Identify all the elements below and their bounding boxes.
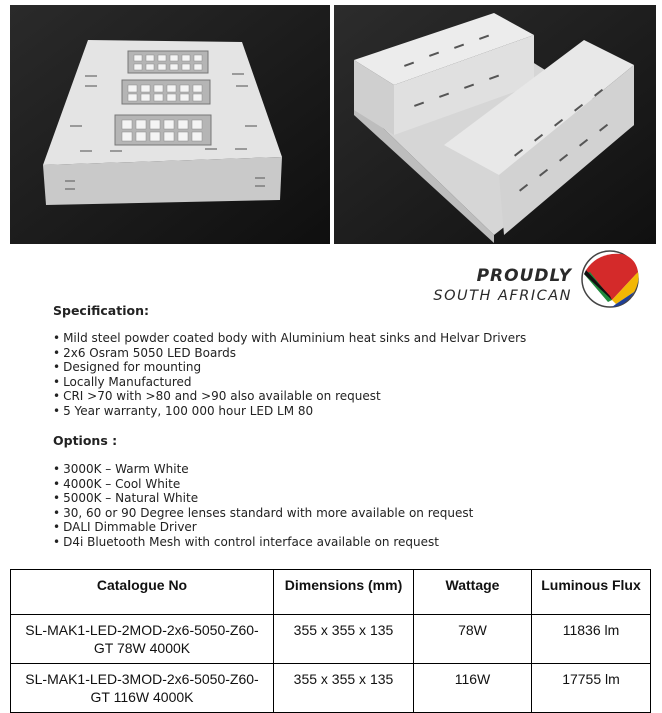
cell-wattage: 116W: [414, 664, 532, 713]
list-item: • 4000K – Cool White: [53, 477, 473, 492]
product-photo-front: [10, 5, 330, 244]
luminaire-front-illustration: [10, 5, 330, 244]
column-header-wattage: Wattage: [414, 570, 532, 615]
list-item: • Mild steel powder coated body with Aluminium heat sinks and Helvar Drivers: [53, 331, 526, 346]
options-heading: Options :: [53, 433, 118, 448]
list-item: • 5000K – Natural White: [53, 491, 473, 506]
cell-dimensions: 355 x 355 x 135: [274, 615, 414, 664]
product-table: [10, 569, 651, 713]
specification-list: [53, 331, 526, 419]
product-photo-angled: [334, 5, 656, 244]
table-header-row: [11, 570, 651, 615]
cell-luminous-flux: 11836 lm: [532, 615, 651, 664]
cell-catalogue-no: SL-MAK1-LED-3MOD-2x6-5050-Z60-GT 116W 4000K: [11, 664, 274, 713]
list-item: • Designed for mounting: [53, 360, 526, 375]
list-item: • D4i Bluetooth Mesh with control interface available on request: [53, 535, 473, 550]
list-item: • 2x6 Osram 5050 LED Boards: [53, 346, 526, 361]
specification-heading: Specification:: [53, 303, 149, 318]
table-row: [11, 615, 651, 664]
column-header-catalogue: Catalogue No: [11, 570, 274, 615]
table-row: [11, 664, 651, 713]
cell-catalogue-no: SL-MAK1-LED-2MOD-2x6-5050-Z60-GT 78W 4000K: [11, 615, 274, 664]
logo-line-2: SOUTH AFRICAN: [433, 288, 572, 304]
list-item: • Locally Manufactured: [53, 375, 526, 390]
column-header-luminous-flux: Luminous Flux: [532, 570, 651, 615]
list-item: • 5 Year warranty, 100 000 hour LED LM 80: [53, 404, 526, 419]
list-item: • CRI >70 with >80 and >90 also available on request: [53, 389, 526, 404]
proudly-sa-tick-icon: [578, 248, 642, 310]
luminaire-angled-illustration: [334, 5, 656, 244]
list-item: • DALI Dimmable Driver: [53, 520, 473, 535]
logo-line-1: PROUDLY: [476, 266, 572, 286]
list-item: • 3000K – Warm White: [53, 462, 473, 477]
cell-luminous-flux: 17755 lm: [532, 664, 651, 713]
cell-wattage: 78W: [414, 615, 532, 664]
options-list: [53, 462, 473, 550]
cell-dimensions: 355 x 355 x 135: [274, 664, 414, 713]
list-item: • 30, 60 or 90 Degree lenses standard with more available on request: [53, 506, 473, 521]
column-header-dimensions: Dimensions (mm): [274, 570, 414, 615]
proudly-south-african-logo: [430, 248, 650, 310]
